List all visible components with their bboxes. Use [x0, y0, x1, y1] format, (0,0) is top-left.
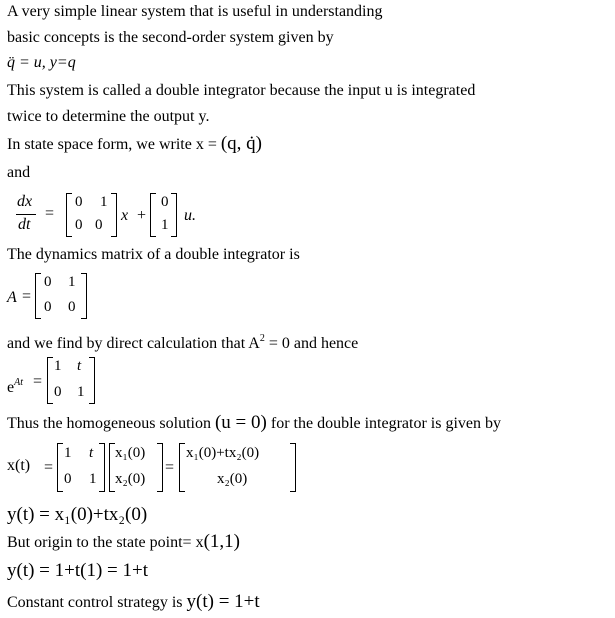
calc-text-1: and we find by direct calculation that A	[7, 335, 260, 352]
equals-sign: =	[45, 205, 55, 222]
dx-numerator: dx	[17, 193, 33, 210]
equals-sign: =	[33, 373, 43, 390]
calc-superscript: 2	[259, 333, 265, 344]
A-label: A	[7, 289, 17, 306]
matrix-B-cell: 1	[161, 217, 169, 233]
intro-line-3: This system is called a double integrator because the input u is integrated	[7, 82, 476, 99]
result-left-bracket	[179, 443, 185, 492]
dt-denominator: dt	[18, 216, 31, 233]
result-right-bracket	[290, 443, 296, 492]
matrix-A-right-bracket	[111, 193, 117, 237]
matrix-cell: 0	[68, 299, 76, 315]
matrix-A-cell: 0	[75, 217, 83, 233]
state-space-text: In state space form, we write x =	[7, 136, 217, 153]
phi-cell: t	[89, 445, 94, 461]
intro-line-4: twice to determine the output y.	[7, 108, 210, 125]
e-base: e	[7, 379, 15, 396]
x-variable: x	[121, 207, 129, 224]
intro-line-1: A very simple linear system that is useful in understanding	[7, 3, 383, 20]
intro-line-2: basic concepts is the second-order system given by	[7, 29, 334, 46]
state-vector: (q, q̇)	[220, 133, 262, 154]
phi-right-bracket	[99, 443, 105, 492]
matrix-cell: 1	[77, 384, 85, 400]
phi-left-bracket	[57, 443, 63, 492]
system-equation	[7, 53, 76, 73]
result-cell: x₂(0)	[217, 471, 248, 487]
matrix-A-cell: 0	[95, 217, 103, 233]
matrix-A-cell: 0	[75, 194, 83, 210]
equals-sign: =	[22, 288, 32, 305]
plus-sign: +	[137, 207, 147, 224]
origin-text: But origin to the state point= x	[7, 534, 204, 551]
and-line-1: and	[7, 164, 31, 181]
matrix-cell: 0	[54, 384, 62, 400]
e-exponent: At	[14, 377, 23, 388]
calc-line	[7, 329, 358, 354]
result-cell: x₁(0)+tx₂(0)	[186, 445, 260, 461]
phi-cell: 1	[64, 445, 72, 461]
e-label	[7, 373, 23, 398]
y-of-t-equation: y(t) = x₁(0)+tx₂(0)	[7, 504, 148, 525]
x-of-t: x(t)	[7, 457, 31, 474]
x0-right-bracket	[157, 443, 163, 492]
homogeneous-text-2: for the double integrator is given by	[270, 415, 502, 432]
matrix-A-left-bracket	[66, 193, 72, 237]
matrix-cell: 0	[44, 274, 52, 290]
y-equals-q: y=q	[49, 54, 76, 71]
q-ddot-equation: q̈ = u,	[7, 54, 46, 71]
matrix-B-left-bracket	[150, 193, 156, 237]
matrix-B-right-bracket	[171, 193, 177, 237]
matrix-right-bracket	[81, 273, 87, 319]
state-space-line	[7, 134, 262, 155]
homogeneous-text-1: Thus the homogeneous solution	[7, 415, 211, 432]
constant-equation: y(t) = 1+t	[186, 591, 260, 612]
phi-cell: 1	[89, 471, 97, 487]
matrix-cell: 1	[68, 274, 76, 290]
origin-point: (1,1)	[203, 531, 240, 552]
matrix-left-bracket	[47, 357, 53, 404]
matrix-left-bracket	[35, 273, 41, 319]
matrix-cell: t	[77, 358, 82, 374]
matrix-right-bracket	[89, 357, 95, 404]
calc-text-2: = 0 and hence	[264, 335, 359, 352]
matrix-cell: 0	[44, 299, 52, 315]
phi-cell: 0	[64, 471, 72, 487]
constant-text: Constant control strategy is	[7, 594, 183, 611]
dynamics-text: The dynamics matrix of a double integrator is	[7, 246, 300, 263]
homogeneous-condition: (u = 0)	[214, 412, 267, 433]
equals-sign: =	[165, 459, 175, 476]
x0-cell: x₁(0)	[115, 445, 146, 461]
x0-cell: x₂(0)	[115, 471, 146, 487]
homogeneous-line	[7, 413, 501, 434]
matrix-A-cell: 1	[100, 194, 108, 210]
matrix-cell: 1	[54, 358, 62, 374]
matrix-B-cell: 0	[161, 194, 169, 210]
origin-line	[7, 532, 240, 553]
constant-control-line	[7, 592, 260, 613]
y-of-t-result: y(t) = 1+t(1) = 1+t	[7, 560, 149, 581]
u-input: u.	[184, 207, 196, 224]
equals-sign: =	[44, 459, 54, 476]
